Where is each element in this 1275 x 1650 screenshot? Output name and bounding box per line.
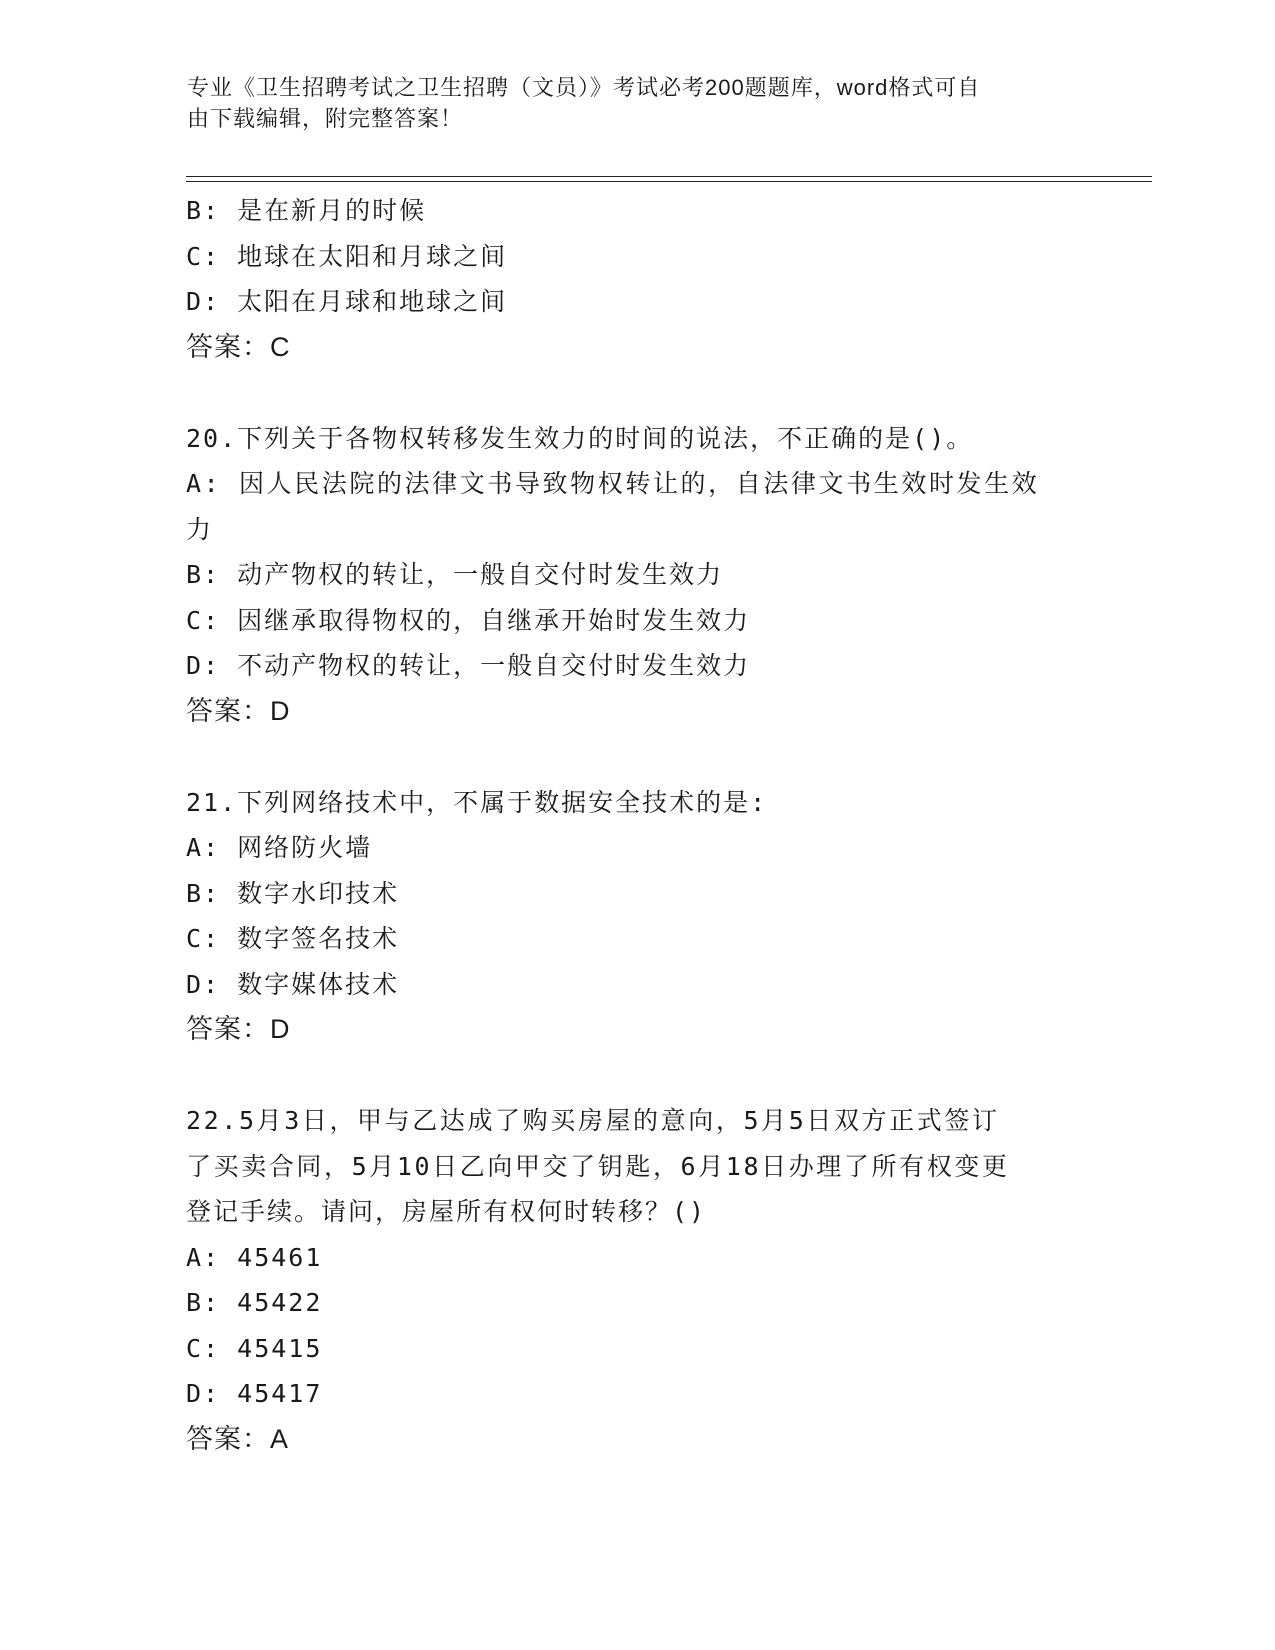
question-22 (186, 1098, 1086, 1462)
header-line-1: 专业《卫生招聘考试之卫生招聘（文员）》考试必考200题题库，word格式可自 (187, 75, 981, 100)
option-b: B: 动产物权的转让，一般自交付时发生效力 (186, 560, 724, 589)
question-20 (186, 416, 1086, 735)
answer: 答案：D (186, 1014, 291, 1044)
option-d: D: 太阳在月球和地球之间 (186, 287, 508, 316)
option-b: B: 数字水印技术 (186, 878, 400, 908)
header-divider-top (186, 176, 1152, 177)
option-b: B: 是在新月的时候 (186, 196, 427, 225)
question-list (186, 188, 1086, 1462)
header-divider-bottom (186, 181, 1152, 182)
question-19-continued (186, 188, 1086, 370)
question-stem: 20.下列关于各物权转移发生效力的时间的说法，不正确的是()。 (186, 423, 974, 453)
option-a: A: 因人民法院的法律文书导致物权转让的，自法律文书生效时发生效 (186, 469, 1040, 498)
option-c: C: 地球在太阳和月球之间 (186, 241, 508, 271)
option-a-continued: 力 (186, 514, 214, 544)
option-d: D: 45417 (186, 1379, 323, 1408)
option-d: D: 数字媒体技术 (186, 969, 400, 999)
option-c: C: 45415 (186, 1333, 323, 1363)
question-stem: 21.下列网络技术中，不属于数据安全技术的是: (186, 787, 768, 817)
question-stem-continued: 登记手续。请问，房屋所有权何时转移？() (186, 1197, 707, 1226)
question-stem: 22.5月3日，甲与乙达成了购买房屋的意向，5月5日双方正式签订 (186, 1106, 1000, 1135)
document-header (187, 72, 1067, 134)
option-d: D: 不动产物权的转让，一般自交付时发生效力 (186, 651, 751, 680)
answer: 答案：C (186, 331, 291, 362)
option-b: B: 45422 (186, 1288, 323, 1317)
question-stem-continued: 了买卖合同，5月10日乙向甲交了钥匙，6月18日办理了所有权变更 (186, 1151, 1010, 1181)
header-line-2: 由下载编辑，附完整答案！ (187, 106, 464, 131)
option-a: A: 45461 (186, 1242, 323, 1272)
option-c: C: 因继承取得物权的，自继承开始时发生效力 (186, 605, 751, 635)
option-c: C: 数字签名技术 (186, 924, 400, 953)
answer: 答案：A (186, 1423, 290, 1454)
option-a: A: 网络防火墙 (186, 833, 373, 862)
question-21 (186, 780, 1086, 1053)
answer: 答案：D (186, 695, 291, 726)
